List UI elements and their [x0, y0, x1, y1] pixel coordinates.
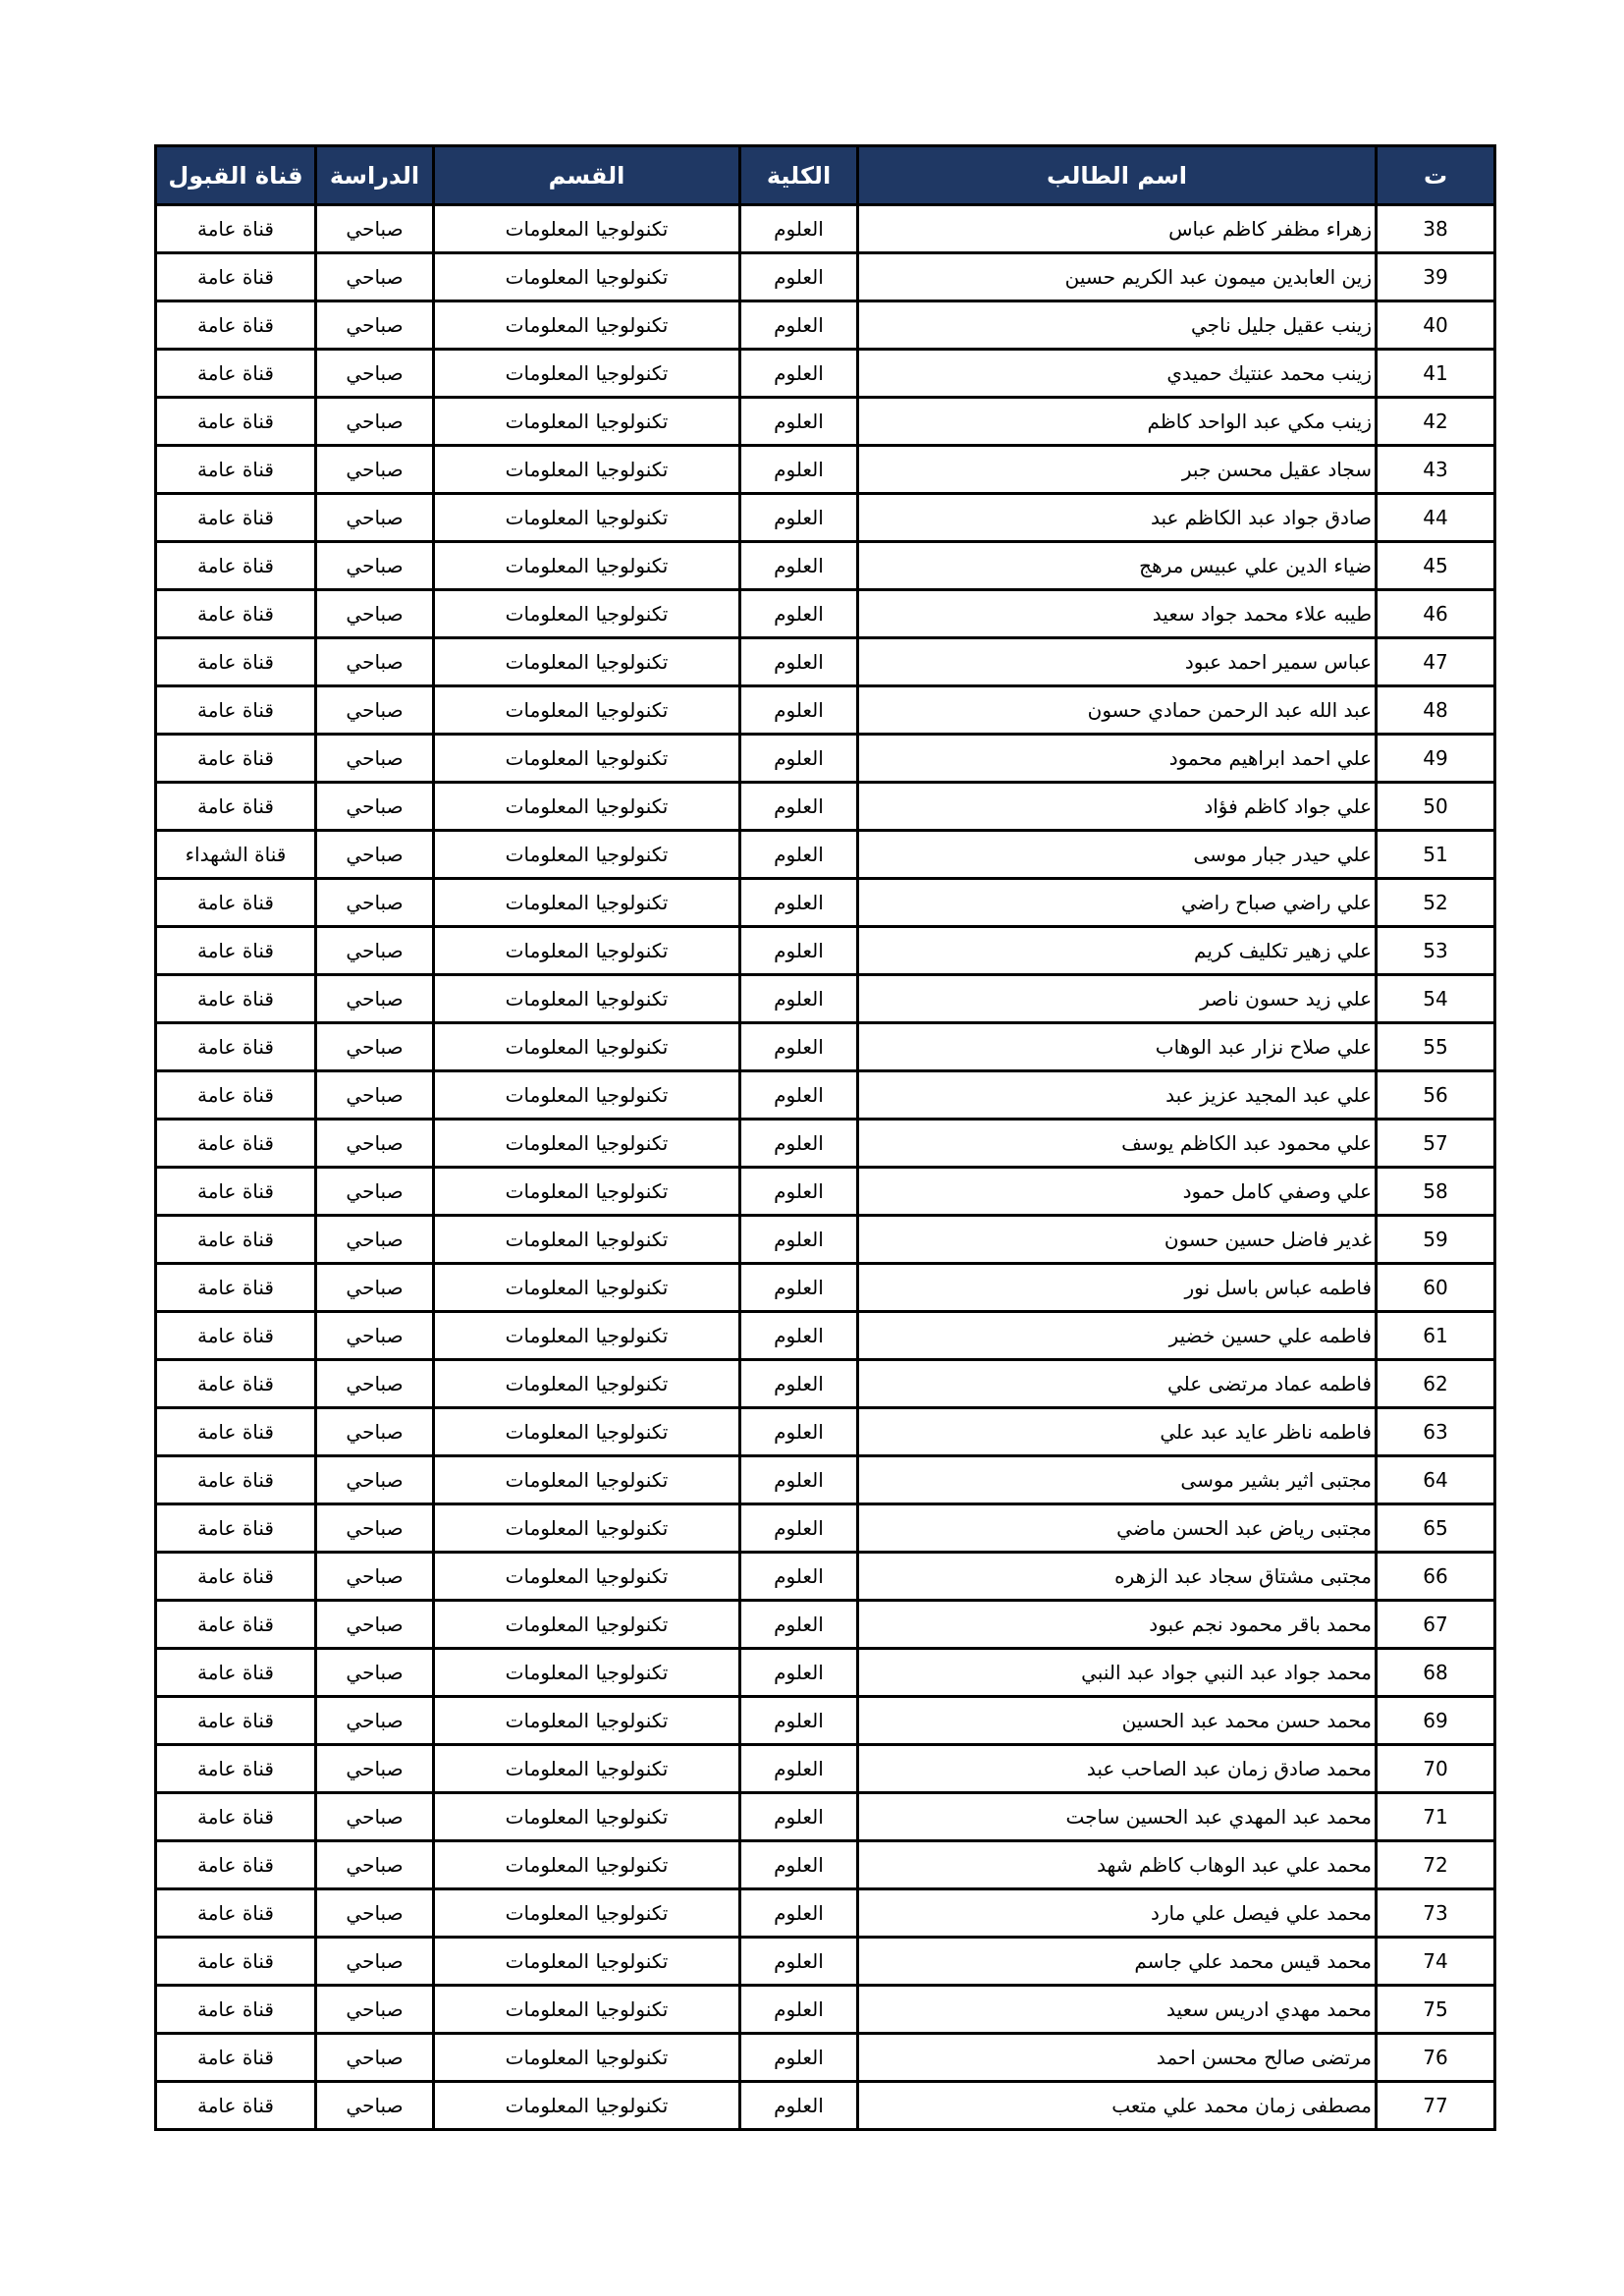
cell-study: صباحي — [316, 1889, 434, 1938]
table-row — [156, 1841, 1495, 1889]
cell-admission-channel: قناة الشهداء — [156, 831, 316, 879]
cell-student-name: علي احمد ابراهيم محمود — [858, 735, 1377, 783]
cell-admission-channel: قناة عامة — [156, 350, 316, 398]
cell-department: تكنولوجيا المعلومات — [434, 2034, 740, 2082]
cell-study: صباحي — [316, 927, 434, 975]
cell-number: 52 — [1377, 879, 1495, 927]
cell-study: صباحي — [316, 1793, 434, 1841]
cell-student-name: طيبه علاء محمد جواد سعيد — [858, 590, 1377, 638]
cell-college: العلوم — [740, 1023, 858, 1071]
cell-department: تكنولوجيا المعلومات — [434, 1553, 740, 1601]
cell-admission-channel: قناة عامة — [156, 686, 316, 735]
table-row — [156, 1938, 1495, 1986]
cell-student-name: علي محمود عبد الكاظم يوسف — [858, 1120, 1377, 1168]
cell-admission-channel: قناة عامة — [156, 1697, 316, 1745]
cell-student-name: فاطمه علي حسين خضير — [858, 1312, 1377, 1360]
cell-admission-channel: قناة عامة — [156, 975, 316, 1023]
cell-student-name: محمد علي عبد الوهاب كاظم شهد — [858, 1841, 1377, 1889]
table-row — [156, 1745, 1495, 1793]
cell-number: 72 — [1377, 1841, 1495, 1889]
table-row — [156, 1793, 1495, 1841]
cell-student-name: محمد حسن محمد عبد الحسين — [858, 1697, 1377, 1745]
cell-department: تكنولوجيا المعلومات — [434, 590, 740, 638]
table-row — [156, 1504, 1495, 1553]
cell-number: 53 — [1377, 927, 1495, 975]
cell-department: تكنولوجيا المعلومات — [434, 735, 740, 783]
cell-number: 77 — [1377, 2082, 1495, 2130]
table-row — [156, 1889, 1495, 1938]
cell-college: العلوم — [740, 831, 858, 879]
cell-student-name: علي زيد حسون ناصر — [858, 975, 1377, 1023]
cell-department: تكنولوجيا المعلومات — [434, 398, 740, 446]
cell-study: صباحي — [316, 1023, 434, 1071]
cell-number: 68 — [1377, 1649, 1495, 1697]
cell-number: 73 — [1377, 1889, 1495, 1938]
cell-admission-channel: قناة عامة — [156, 879, 316, 927]
cell-study: صباحي — [316, 1986, 434, 2034]
cell-department: تكنولوجيا المعلومات — [434, 1360, 740, 1408]
cell-study: صباحي — [316, 301, 434, 350]
cell-admission-channel: قناة عامة — [156, 1264, 316, 1312]
cell-student-name: صادق جواد عبد الكاظم عبد — [858, 494, 1377, 542]
cell-admission-channel: قناة عامة — [156, 446, 316, 494]
cell-study: صباحي — [316, 542, 434, 590]
cell-number: 39 — [1377, 253, 1495, 301]
cell-department: تكنولوجيا المعلومات — [434, 1408, 740, 1456]
cell-number: 74 — [1377, 1938, 1495, 1986]
cell-student-name: مرتضى صالح محسن احمد — [858, 2034, 1377, 2082]
cell-student-name: ضياء الدين علي عبيس مرهج — [858, 542, 1377, 590]
cell-student-name: محمد عبد المهدي عبد الحسين ساجت — [858, 1793, 1377, 1841]
table-row — [156, 2082, 1495, 2130]
cell-college: العلوم — [740, 350, 858, 398]
cell-number: 38 — [1377, 205, 1495, 253]
cell-study: صباحي — [316, 1938, 434, 1986]
cell-admission-channel: قناة عامة — [156, 542, 316, 590]
cell-department: تكنولوجيا المعلومات — [434, 1216, 740, 1264]
table-row — [156, 1553, 1495, 1601]
cell-college: العلوم — [740, 1553, 858, 1601]
table-row — [156, 301, 1495, 350]
cell-admission-channel: قناة عامة — [156, 735, 316, 783]
table-row — [156, 1986, 1495, 2034]
table-row — [156, 1408, 1495, 1456]
cell-college: العلوم — [740, 301, 858, 350]
cell-study: صباحي — [316, 2034, 434, 2082]
cell-study: صباحي — [316, 205, 434, 253]
cell-admission-channel: قناة عامة — [156, 1120, 316, 1168]
cell-college: العلوم — [740, 638, 858, 686]
cell-department: تكنولوجيا المعلومات — [434, 1745, 740, 1793]
table-row — [156, 638, 1495, 686]
cell-department: تكنولوجيا المعلومات — [434, 542, 740, 590]
cell-student-name: محمد جواد عبد النبي جواد عبد النبي — [858, 1649, 1377, 1697]
cell-student-name: مجتبى اثير بشير موسى — [858, 1456, 1377, 1504]
cell-number: 70 — [1377, 1745, 1495, 1793]
cell-admission-channel: قناة عامة — [156, 253, 316, 301]
cell-department: تكنولوجيا المعلومات — [434, 301, 740, 350]
cell-admission-channel: قناة عامة — [156, 1168, 316, 1216]
cell-number: 50 — [1377, 783, 1495, 831]
cell-admission-channel: قناة عامة — [156, 1793, 316, 1841]
cell-number: 58 — [1377, 1168, 1495, 1216]
cell-number: 76 — [1377, 2034, 1495, 2082]
cell-department: تكنولوجيا المعلومات — [434, 686, 740, 735]
cell-number: 61 — [1377, 1312, 1495, 1360]
cell-study: صباحي — [316, 1601, 434, 1649]
table-row — [156, 879, 1495, 927]
cell-department: تكنولوجيا المعلومات — [434, 253, 740, 301]
cell-department: تكنولوجيا المعلومات — [434, 831, 740, 879]
cell-department: تكنولوجيا المعلومات — [434, 1071, 740, 1120]
cell-number: 46 — [1377, 590, 1495, 638]
cell-study: صباحي — [316, 1504, 434, 1553]
cell-college: العلوم — [740, 590, 858, 638]
cell-admission-channel: قناة عامة — [156, 1456, 316, 1504]
cell-number: 40 — [1377, 301, 1495, 350]
cell-student-name: زين العابدين ميمون عبد الكريم حسين — [858, 253, 1377, 301]
cell-department: تكنولوجيا المعلومات — [434, 1264, 740, 1312]
cell-college: العلوم — [740, 1601, 858, 1649]
cell-study: صباحي — [316, 1168, 434, 1216]
cell-college: العلوم — [740, 1120, 858, 1168]
cell-college: العلوم — [740, 1264, 858, 1312]
cell-admission-channel: قناة عامة — [156, 638, 316, 686]
cell-admission-channel: قناة عامة — [156, 1938, 316, 1986]
cell-department: تكنولوجيا المعلومات — [434, 638, 740, 686]
cell-student-name: زينب مكي عبد الواحد كاظم — [858, 398, 1377, 446]
cell-college: العلوم — [740, 1697, 858, 1745]
cell-student-name: مصطفى زمان محمد علي متعب — [858, 2082, 1377, 2130]
cell-student-name: علي وصفي كامل حمود — [858, 1168, 1377, 1216]
table-row — [156, 1023, 1495, 1071]
cell-number: 60 — [1377, 1264, 1495, 1312]
table-row — [156, 1264, 1495, 1312]
cell-study: صباحي — [316, 1456, 434, 1504]
cell-admission-channel: قناة عامة — [156, 205, 316, 253]
table-row — [156, 783, 1495, 831]
cell-admission-channel: قناة عامة — [156, 494, 316, 542]
cell-department: تكنولوجيا المعلومات — [434, 1120, 740, 1168]
cell-study: صباحي — [316, 879, 434, 927]
cell-student-name: زهراء مظفر كاظم عباس — [858, 205, 1377, 253]
table-row — [156, 1120, 1495, 1168]
cell-college: العلوم — [740, 1456, 858, 1504]
table-row — [156, 686, 1495, 735]
cell-college: العلوم — [740, 1312, 858, 1360]
table-row — [156, 1312, 1495, 1360]
cell-number: 44 — [1377, 494, 1495, 542]
cell-admission-channel: قناة عامة — [156, 1504, 316, 1553]
cell-admission-channel: قناة عامة — [156, 1023, 316, 1071]
cell-college: العلوم — [740, 1360, 858, 1408]
table-row — [156, 1456, 1495, 1504]
cell-student-name: عبد الله عبد الرحمن حمادي حسون — [858, 686, 1377, 735]
cell-student-name: محمد علي فيصل علي مارد — [858, 1889, 1377, 1938]
cell-college: العلوم — [740, 1216, 858, 1264]
cell-student-name: فاطمه عماد مرتضى علي — [858, 1360, 1377, 1408]
table-row — [156, 1360, 1495, 1408]
cell-college: العلوم — [740, 927, 858, 975]
cell-department: تكنولوجيا المعلومات — [434, 205, 740, 253]
col-header-college: الكلية — [740, 146, 858, 205]
cell-admission-channel: قناة عامة — [156, 398, 316, 446]
cell-department: تكنولوجيا المعلومات — [434, 446, 740, 494]
cell-department: تكنولوجيا المعلومات — [434, 1986, 740, 2034]
cell-study: صباحي — [316, 1649, 434, 1697]
cell-study: صباحي — [316, 590, 434, 638]
cell-college: العلوم — [740, 446, 858, 494]
cell-student-name: محمد باقر محمود نجم عبود — [858, 1601, 1377, 1649]
cell-college: العلوم — [740, 975, 858, 1023]
cell-admission-channel: قناة عامة — [156, 590, 316, 638]
cell-student-name: محمد قيس محمد علي جاسم — [858, 1938, 1377, 1986]
cell-study: صباحي — [316, 350, 434, 398]
col-header-department: القسم — [434, 146, 740, 205]
cell-department: تكنولوجيا المعلومات — [434, 975, 740, 1023]
cell-college: العلوم — [740, 494, 858, 542]
cell-college: العلوم — [740, 2082, 858, 2130]
cell-number: 48 — [1377, 686, 1495, 735]
cell-college: العلوم — [740, 735, 858, 783]
header-row — [156, 146, 1495, 205]
cell-college: العلوم — [740, 1071, 858, 1120]
table-row — [156, 1216, 1495, 1264]
cell-study: صباحي — [316, 975, 434, 1023]
cell-student-name: زينب محمد عنتيك حميدي — [858, 350, 1377, 398]
cell-student-name: محمد مهدي ادريس سعيد — [858, 1986, 1377, 2034]
cell-department: تكنولوجيا المعلومات — [434, 1023, 740, 1071]
cell-number: 66 — [1377, 1553, 1495, 1601]
cell-study: صباحي — [316, 1697, 434, 1745]
cell-college: العلوم — [740, 686, 858, 735]
cell-student-name: محمد صادق زمان عبد الصاحب عبد — [858, 1745, 1377, 1793]
cell-student-name: علي حيدر جبار موسى — [858, 831, 1377, 879]
cell-number: 41 — [1377, 350, 1495, 398]
cell-admission-channel: قناة عامة — [156, 1553, 316, 1601]
cell-department: تكنولوجيا المعلومات — [434, 1841, 740, 1889]
cell-study: صباحي — [316, 638, 434, 686]
cell-student-name: علي زهير تكليف كريم — [858, 927, 1377, 975]
cell-department: تكنولوجيا المعلومات — [434, 1938, 740, 1986]
cell-number: 56 — [1377, 1071, 1495, 1120]
cell-student-name: عباس سمير احمد عبود — [858, 638, 1377, 686]
table-header — [156, 146, 1495, 205]
cell-study: صباحي — [316, 1312, 434, 1360]
cell-department: تكنولوجيا المعلومات — [434, 2082, 740, 2130]
table-body — [156, 205, 1495, 2130]
table-row — [156, 398, 1495, 446]
col-header-number: ت — [1377, 146, 1495, 205]
cell-department: تكنولوجيا المعلومات — [434, 1793, 740, 1841]
cell-admission-channel: قناة عامة — [156, 1889, 316, 1938]
cell-department: تكنولوجيا المعلومات — [434, 1649, 740, 1697]
cell-admission-channel: قناة عامة — [156, 1601, 316, 1649]
table-row — [156, 2034, 1495, 2082]
cell-number: 69 — [1377, 1697, 1495, 1745]
cell-college: العلوم — [740, 1168, 858, 1216]
cell-college: العلوم — [740, 1793, 858, 1841]
table-row — [156, 1697, 1495, 1745]
cell-department: تكنولوجيا المعلومات — [434, 494, 740, 542]
cell-department: تكنولوجيا المعلومات — [434, 1697, 740, 1745]
cell-study: صباحي — [316, 735, 434, 783]
cell-number: 45 — [1377, 542, 1495, 590]
cell-admission-channel: قناة عامة — [156, 1841, 316, 1889]
cell-study: صباحي — [316, 253, 434, 301]
cell-admission-channel: قناة عامة — [156, 1360, 316, 1408]
cell-admission-channel: قناة عامة — [156, 1986, 316, 2034]
cell-study: صباحي — [316, 446, 434, 494]
cell-department: تكنولوجيا المعلومات — [434, 1889, 740, 1938]
table-row — [156, 542, 1495, 590]
cell-department: تكنولوجيا المعلومات — [434, 1312, 740, 1360]
cell-number: 65 — [1377, 1504, 1495, 1553]
cell-student-name: علي راضي صباح راضي — [858, 879, 1377, 927]
table-row — [156, 446, 1495, 494]
table-row — [156, 927, 1495, 975]
cell-department: تكنولوجيا المعلومات — [434, 927, 740, 975]
cell-number: 55 — [1377, 1023, 1495, 1071]
cell-number: 63 — [1377, 1408, 1495, 1456]
cell-student-name: علي صلاح نزار عبد الوهاب — [858, 1023, 1377, 1071]
cell-college: العلوم — [740, 2034, 858, 2082]
cell-study: صباحي — [316, 398, 434, 446]
cell-college: العلوم — [740, 1889, 858, 1938]
table-row — [156, 1071, 1495, 1120]
cell-study: صباحي — [316, 1071, 434, 1120]
cell-study: صباحي — [316, 1264, 434, 1312]
cell-study: صباحي — [316, 1745, 434, 1793]
cell-study: صباحي — [316, 494, 434, 542]
cell-number: 43 — [1377, 446, 1495, 494]
cell-number: 62 — [1377, 1360, 1495, 1408]
table-row — [156, 831, 1495, 879]
cell-study: صباحي — [316, 1216, 434, 1264]
cell-admission-channel: قناة عامة — [156, 1071, 316, 1120]
cell-department: تكنولوجيا المعلومات — [434, 879, 740, 927]
cell-student-name: مجتبى مشتاق سجاد عبد الزهره — [858, 1553, 1377, 1601]
cell-number: 67 — [1377, 1601, 1495, 1649]
cell-student-name: علي جواد كاظم فؤاد — [858, 783, 1377, 831]
col-header-admission-channel: قناة القبول — [156, 146, 316, 205]
cell-number: 75 — [1377, 1986, 1495, 2034]
table-row — [156, 1601, 1495, 1649]
cell-number: 57 — [1377, 1120, 1495, 1168]
cell-admission-channel: قناة عامة — [156, 1745, 316, 1793]
cell-college: العلوم — [740, 1841, 858, 1889]
cell-study: صباحي — [316, 1360, 434, 1408]
cell-college: العلوم — [740, 1986, 858, 2034]
cell-department: تكنولوجيا المعلومات — [434, 1601, 740, 1649]
cell-admission-channel: قناة عامة — [156, 2082, 316, 2130]
table-row — [156, 494, 1495, 542]
cell-number: 54 — [1377, 975, 1495, 1023]
cell-college: العلوم — [740, 1504, 858, 1553]
cell-student-name: علي عبد المجيد عزيز عبد — [858, 1071, 1377, 1120]
cell-college: العلوم — [740, 205, 858, 253]
table-row — [156, 590, 1495, 638]
cell-number: 59 — [1377, 1216, 1495, 1264]
students-table — [154, 144, 1496, 2131]
cell-number: 47 — [1377, 638, 1495, 686]
cell-study: صباحي — [316, 686, 434, 735]
col-header-study: الدراسة — [316, 146, 434, 205]
cell-college: العلوم — [740, 1408, 858, 1456]
table-row — [156, 253, 1495, 301]
cell-admission-channel: قناة عامة — [156, 1408, 316, 1456]
cell-study: صباحي — [316, 2082, 434, 2130]
table-row — [156, 205, 1495, 253]
cell-college: العلوم — [740, 1649, 858, 1697]
cell-study: صباحي — [316, 1841, 434, 1889]
cell-admission-channel: قناة عامة — [156, 783, 316, 831]
cell-college: العلوم — [740, 783, 858, 831]
cell-college: العلوم — [740, 1938, 858, 1986]
cell-number: 49 — [1377, 735, 1495, 783]
table-row — [156, 735, 1495, 783]
cell-study: صباحي — [316, 783, 434, 831]
cell-number: 64 — [1377, 1456, 1495, 1504]
cell-college: العلوم — [740, 542, 858, 590]
cell-student-name: فاطمه ناظر عايد عبد علي — [858, 1408, 1377, 1456]
cell-study: صباحي — [316, 1553, 434, 1601]
cell-number: 71 — [1377, 1793, 1495, 1841]
cell-department: تكنولوجيا المعلومات — [434, 350, 740, 398]
cell-college: العلوم — [740, 879, 858, 927]
table-row — [156, 1649, 1495, 1697]
cell-student-name: غدير فاضل حسين حسون — [858, 1216, 1377, 1264]
table-row — [156, 350, 1495, 398]
cell-admission-channel: قناة عامة — [156, 2034, 316, 2082]
cell-student-name: فاطمه عباس باسل نور — [858, 1264, 1377, 1312]
table-row — [156, 975, 1495, 1023]
cell-admission-channel: قناة عامة — [156, 1216, 316, 1264]
cell-number: 51 — [1377, 831, 1495, 879]
cell-college: العلوم — [740, 398, 858, 446]
cell-admission-channel: قناة عامة — [156, 1312, 316, 1360]
cell-college: العلوم — [740, 253, 858, 301]
cell-student-name: مجتبى رياض عبد الحسن ماضي — [858, 1504, 1377, 1553]
cell-department: تكنولوجيا المعلومات — [434, 1456, 740, 1504]
cell-study: صباحي — [316, 1408, 434, 1456]
cell-admission-channel: قناة عامة — [156, 1649, 316, 1697]
cell-college: العلوم — [740, 1745, 858, 1793]
cell-department: تكنولوجيا المعلومات — [434, 783, 740, 831]
cell-study: صباحي — [316, 831, 434, 879]
cell-admission-channel: قناة عامة — [156, 301, 316, 350]
cell-study: صباحي — [316, 1120, 434, 1168]
col-header-student-name: اسم الطالب — [858, 146, 1377, 205]
cell-department: تكنولوجيا المعلومات — [434, 1504, 740, 1553]
cell-department: تكنولوجيا المعلومات — [434, 1168, 740, 1216]
cell-student-name: زينب عقيل جليل ناجي — [858, 301, 1377, 350]
cell-admission-channel: قناة عامة — [156, 927, 316, 975]
table-row — [156, 1168, 1495, 1216]
cell-student-name: سجاد عقيل محسن جبر — [858, 446, 1377, 494]
cell-number: 42 — [1377, 398, 1495, 446]
